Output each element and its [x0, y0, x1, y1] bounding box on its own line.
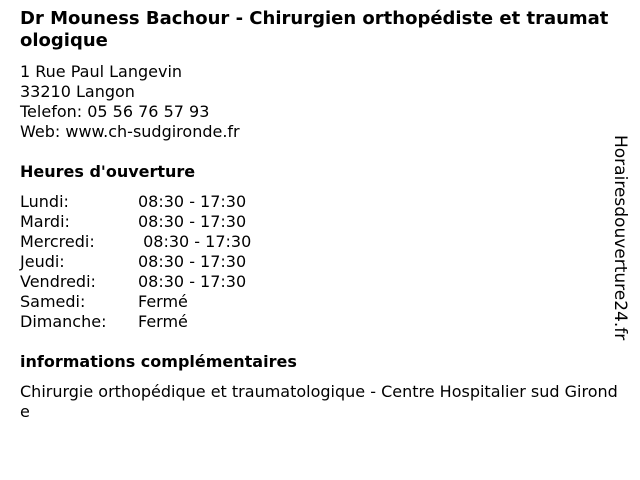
- page-title: Dr Mouness Bachour - Chirurgien orthopédiste et traumatologique: [20, 8, 609, 51]
- info-heading: informations complémentaires: [20, 352, 297, 371]
- hours-day: Jeudi:: [20, 252, 65, 271]
- watermark-text: Horairesdouverture24.fr: [610, 135, 630, 341]
- address-city: 33210 Langon: [20, 82, 135, 101]
- hours-row-friday: [20, 272, 620, 292]
- hours-row-thursday: [20, 252, 620, 272]
- hours-row-sunday: [20, 312, 620, 332]
- hours-time: 08:30 - 17:30: [138, 212, 247, 231]
- hours-time: 08:30 - 17:30: [138, 252, 247, 271]
- hours-day: Dimanche:: [20, 312, 107, 331]
- hours-heading: Heures d'ouverture: [20, 162, 196, 181]
- hours-row-tuesday: [20, 212, 620, 232]
- site-watermark: [608, 135, 632, 345]
- hours-day: Vendredi:: [20, 272, 96, 291]
- hours-row-monday: [20, 192, 620, 212]
- hours-row-wednesday: [20, 232, 620, 252]
- hours-time: 08:30 - 17:30: [138, 272, 247, 291]
- hours-table: [20, 192, 620, 332]
- phone-number: Telefon: 05 56 76 57 93: [20, 102, 210, 121]
- hours-time: Fermé: [138, 292, 188, 311]
- hours-day: Mercredi:: [20, 232, 95, 251]
- hours-time: Fermé: [138, 312, 188, 331]
- hours-time: 08:30 - 17:30: [138, 232, 252, 251]
- info-text: Chirurgie orthopédique et traumatologique - Centre Hospitalier sud Gironde: [20, 382, 618, 421]
- website-link[interactable]: Web: www.ch-sudgironde.fr: [20, 122, 240, 141]
- hours-time: 08:30 - 17:30: [138, 192, 247, 211]
- hours-day: Samedi:: [20, 292, 86, 311]
- listing-content: [20, 8, 620, 422]
- hours-day: Mardi:: [20, 212, 70, 231]
- address-street: 1 Rue Paul Langevin: [20, 62, 183, 81]
- hours-day: Lundi:: [20, 192, 69, 211]
- address-block: [20, 62, 620, 142]
- hours-row-saturday: [20, 292, 620, 312]
